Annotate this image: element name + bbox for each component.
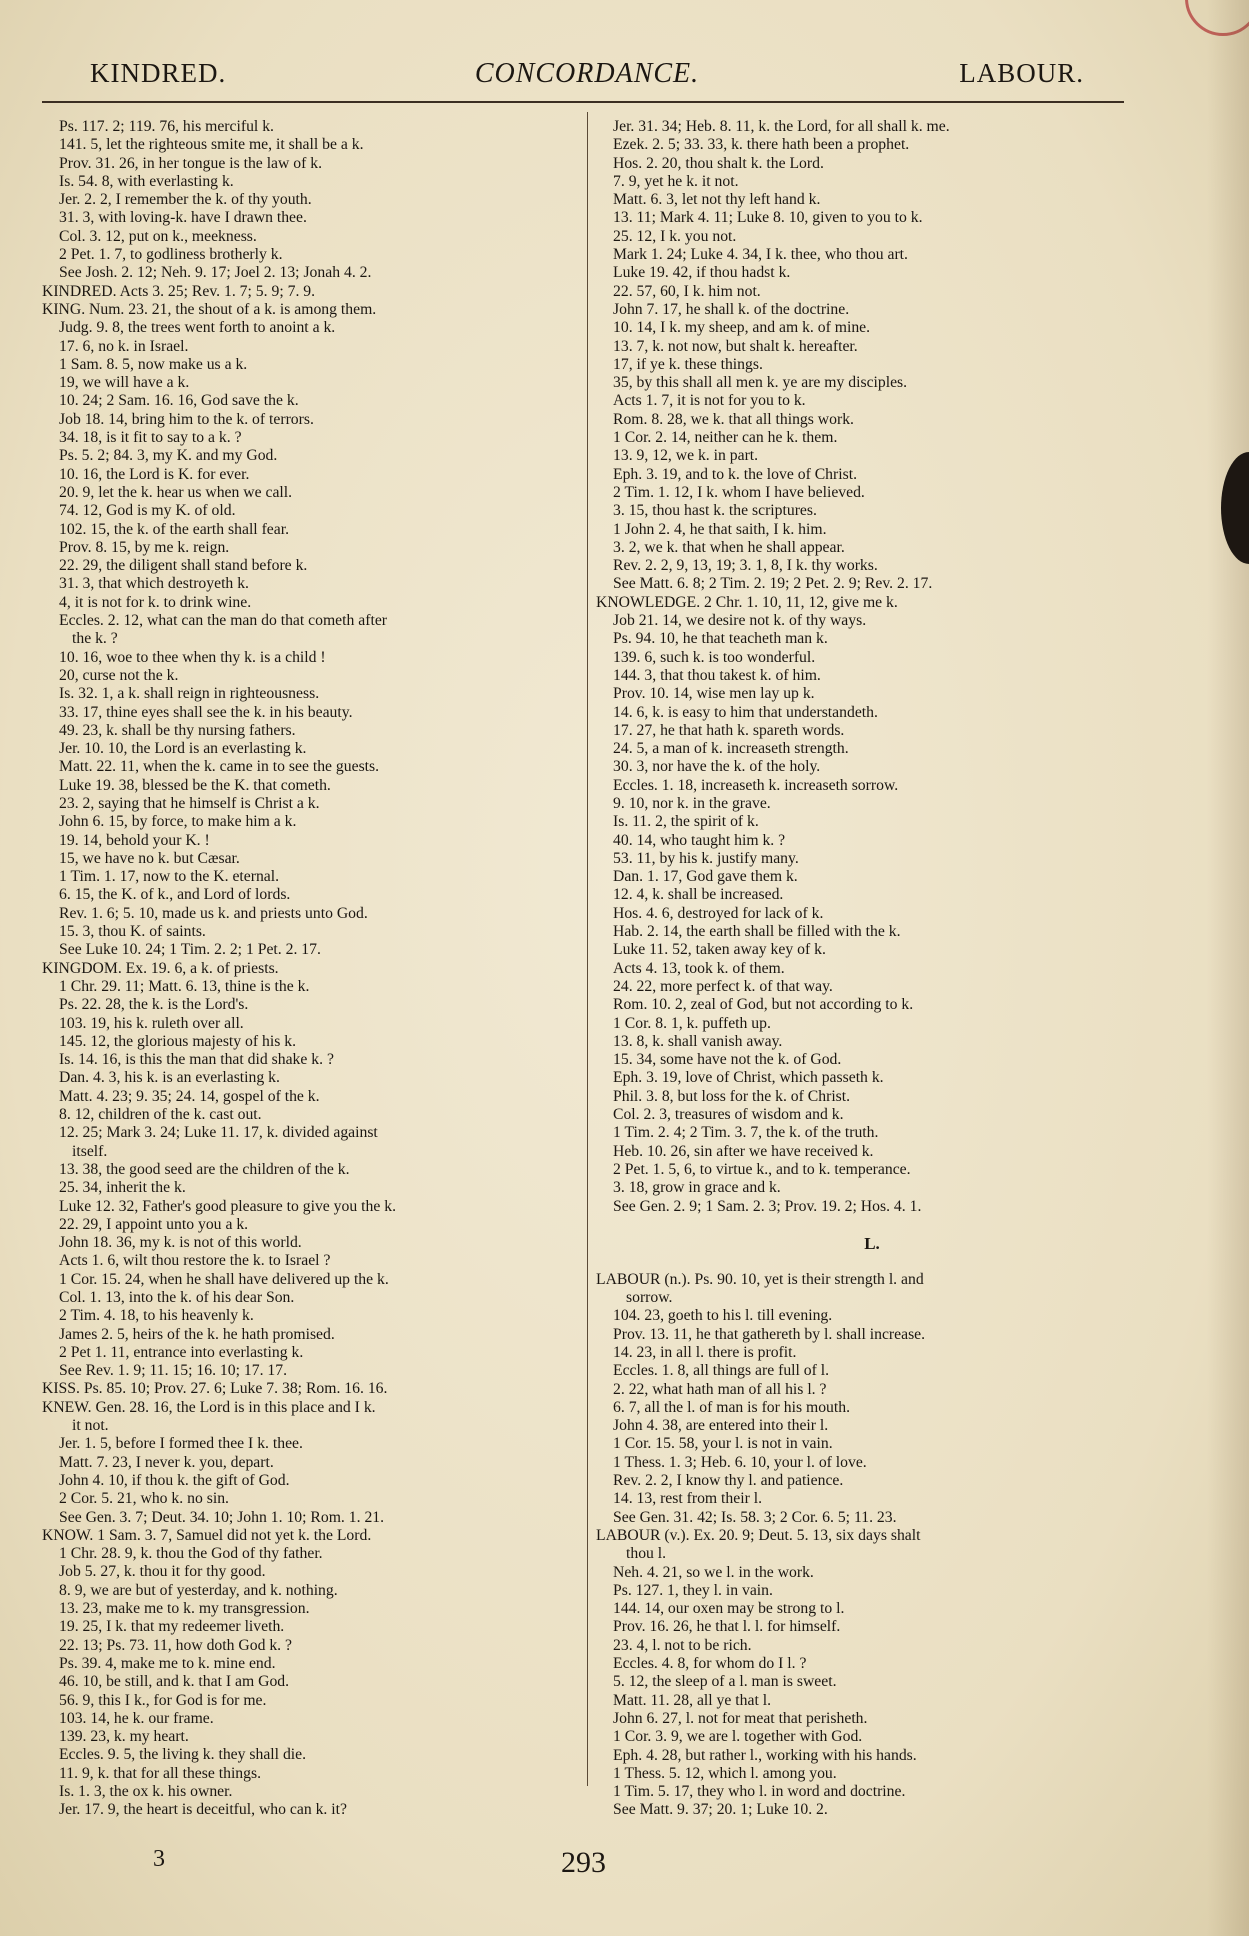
column-divider bbox=[587, 112, 588, 1786]
reference-line: 40. 14, who taught him k. ? bbox=[613, 831, 786, 849]
reference-line: Phil. 3. 8, but loss for the k. of Christ. bbox=[613, 1087, 851, 1105]
reference-line: 53. 11, by his k. justify many. bbox=[613, 849, 799, 867]
reference-line: Neh. 4. 21, so we l. in the work. bbox=[613, 1563, 814, 1581]
signature-mark: 3 bbox=[153, 1846, 165, 1872]
reference-line: 1 Cor. 15. 24, when he shall have delivered up the k. bbox=[59, 1270, 389, 1288]
page-number: 293 bbox=[561, 1846, 606, 1879]
reference-line: Hos. 4. 6, destroyed for lack of k. bbox=[613, 904, 824, 922]
reference-line: 1 Chr. 28. 9, k. thou the God of thy father. bbox=[59, 1545, 323, 1563]
reference-line: Ps. 39. 4, make me to k. mine end. bbox=[59, 1654, 276, 1672]
left-column bbox=[42, 118, 577, 1820]
right-column bbox=[596, 118, 1148, 1820]
reference-line: 9. 10, nor k. in the grave. bbox=[613, 794, 771, 812]
reference-line: 4, it is not for k. to drink wine. bbox=[59, 593, 252, 611]
reference-line: Eccles. 9. 5, the living k. they shall die. bbox=[59, 1746, 307, 1764]
reference-line: 13. 11; Mark 4. 11; Luke 8. 10, given to you to k. bbox=[613, 209, 923, 227]
reference-line: Luke 19. 38, blessed be the K. that cometh. bbox=[59, 776, 331, 794]
reference-line: 8. 9, we are but of yesterday, and k. nothing. bbox=[59, 1581, 338, 1599]
continuation-line: the k. ? bbox=[72, 630, 118, 648]
reference-line: Eph. 4. 28, but rather l., working with his hands. bbox=[613, 1746, 917, 1764]
reference-line: Eccles. 1. 8, all things are full of l. bbox=[613, 1362, 830, 1380]
reference-line: Matt. 11. 28, all ye that l. bbox=[613, 1691, 772, 1709]
reference-line: 103. 19, his k. ruleth over all. bbox=[59, 1014, 244, 1032]
reference-line: 22. 29, the diligent shall stand before k. bbox=[59, 557, 308, 575]
reference-line: 17, if ye k. these things. bbox=[613, 355, 763, 373]
reference-line: 141. 5, let the righteous smite me, it shall be a k. bbox=[59, 136, 364, 154]
reference-line: Rev. 2. 2, I know thy l. and patience. bbox=[613, 1472, 844, 1490]
reference-line: 14. 6, k. is easy to him that understandeth. bbox=[613, 703, 878, 721]
reference-line: 3. 15, thou hast k. the scriptures. bbox=[613, 502, 817, 520]
entry-headword-line: KINDRED. Acts 3. 25; Rev. 1. 7; 5. 9; 7. 9. bbox=[42, 282, 316, 300]
reference-line: 19. 25, I k. that my redeemer liveth. bbox=[59, 1618, 285, 1636]
reference-line: 139. 6, such k. is too wonderful. bbox=[613, 648, 816, 666]
reference-line: Ps. 117. 2; 119. 76, his merciful k. bbox=[59, 118, 274, 135]
entry-headword-line: LABOUR (v.). Ex. 20. 9; Deut. 5. 13, six days shalt bbox=[596, 1526, 921, 1544]
reference-line: Rom. 8. 28, we k. that all things work. bbox=[613, 410, 854, 428]
reference-line: 12. 4, k. shall be increased. bbox=[613, 886, 784, 904]
reference-line: John 18. 36, my k. is not of this world. bbox=[59, 1234, 302, 1252]
entry-headword-line: KNEW. Gen. 28. 16, the Lord is in this place and I k. bbox=[42, 1398, 376, 1416]
reference-line: Job 18. 14, bring him to the k. of terrors. bbox=[59, 410, 314, 428]
reference-line: 56. 9, this I k., for God is for me. bbox=[59, 1691, 267, 1709]
reference-line: Jer. 31. 34; Heb. 8. 11, k. the Lord, for all shall k. me. bbox=[613, 118, 950, 135]
reference-line: 3. 18, grow in grace and k. bbox=[613, 1179, 781, 1197]
page-footer bbox=[0, 1846, 1249, 1886]
reference-line: 19. 14, behold your K. ! bbox=[59, 831, 210, 849]
reference-line: 14. 23, in all l. there is profit. bbox=[613, 1344, 797, 1361]
continuation-line: thou l. bbox=[626, 1545, 667, 1563]
reference-line: See Gen. 3. 7; Deut. 34. 10; John 1. 10; Rom. 1. 21. bbox=[59, 1508, 385, 1526]
reference-line: John 6. 27, l. not for meat that perisheth. bbox=[613, 1709, 868, 1727]
reference-line: 144. 14, our oxen may be strong to l. bbox=[613, 1600, 845, 1618]
reference-line: 102. 15, the k. of the earth shall fear. bbox=[59, 520, 290, 538]
reference-line: 20. 9, let the k. hear us when we call. bbox=[59, 483, 293, 501]
reference-line: 20, curse not the k. bbox=[59, 666, 179, 684]
reference-line: 103. 14, he k. our frame. bbox=[59, 1709, 214, 1727]
entry-headword-line: KNOW. 1 Sam. 3. 7, Samuel did not yet k. the Lord. bbox=[42, 1526, 372, 1544]
reference-line: John 4. 38, are entered into their l. bbox=[613, 1417, 829, 1435]
header-right-guide-word: LABOUR. bbox=[959, 58, 1084, 88]
reference-line: Acts 1. 7, it is not for you to k. bbox=[613, 392, 806, 410]
reference-line: Ps. 127. 1, they l. in vain. bbox=[613, 1581, 773, 1599]
reference-line: 1 Cor. 15. 58, your l. is not in vain. bbox=[613, 1435, 833, 1453]
reference-line: Is. 54. 8, with everlasting k. bbox=[59, 172, 234, 190]
reference-line: 10. 24; 2 Sam. 16. 16, God save the k. bbox=[59, 392, 299, 410]
entry-headword-line: KISS. Ps. 85. 10; Prov. 27. 6; Luke 7. 38; Rom. 16. 16. bbox=[42, 1380, 388, 1398]
reference-line: Judg. 9. 8, the trees went forth to anoint a k. bbox=[59, 319, 336, 337]
reference-line: Rom. 10. 2, zeal of God, but not according to k. bbox=[613, 996, 914, 1014]
reference-line: Matt. 22. 11, when the k. came in to see the guests. bbox=[59, 758, 380, 776]
reference-line: 1 John 2. 4, he that saith, I k. him. bbox=[613, 520, 827, 538]
reference-line: 15. 3, thou K. of saints. bbox=[59, 923, 206, 941]
reference-line: See Rev. 1. 9; 11. 15; 16. 10; 17. 17. bbox=[59, 1362, 288, 1380]
reference-line: Dan. 4. 3, his k. is an everlasting k. bbox=[59, 1069, 280, 1087]
reference-line: 6. 15, the K. of k., and Lord of lords. bbox=[59, 886, 291, 904]
reference-line: 2 Pet 1. 11, entrance into everlasting k. bbox=[59, 1343, 304, 1361]
reference-line: 25. 12, I k. you not. bbox=[613, 227, 737, 245]
reference-line: Ps. 5. 2; 84. 3, my K. and my God. bbox=[59, 447, 278, 465]
reference-line: Prov. 31. 26, in her tongue is the law of k. bbox=[59, 154, 323, 172]
reference-line: John 7. 17, he shall k. of the doctrine. bbox=[613, 300, 850, 318]
reference-line: 15. 34, some have not the k. of God. bbox=[613, 1051, 842, 1069]
reference-line: 14. 13, rest from their l. bbox=[613, 1490, 763, 1508]
reference-line: 24. 22, more perfect k. of that way. bbox=[613, 977, 833, 995]
reference-line: Eccles. 2. 12, what can the man do that cometh after bbox=[59, 612, 388, 630]
reference-line: 33. 17, thine eyes shall see the k. in his beauty. bbox=[59, 703, 353, 721]
reference-line: Hos. 2. 20, thou shalt k. the Lord. bbox=[613, 154, 824, 172]
reference-line: See Luke 10. 24; 1 Tim. 2. 2; 1 Pet. 2. 17. bbox=[59, 941, 321, 959]
page-edge-shadow bbox=[1207, 0, 1249, 1936]
reference-line: 1 Tim. 2. 4; 2 Tim. 3. 7, the k. of the truth. bbox=[613, 1124, 879, 1142]
reference-line: Eccles. 4. 8, for whom do I l. ? bbox=[613, 1655, 807, 1673]
reference-line: 10. 16, the Lord is K. for ever. bbox=[59, 465, 250, 483]
reference-line: See Matt. 6. 8; 2 Tim. 2. 19; 2 Pet. 2. 9; Rev. 2. 17. bbox=[613, 575, 933, 593]
reference-line: 30. 3, nor have the k. of the holy. bbox=[613, 758, 821, 776]
reference-line: 13. 8, k. shall vanish away. bbox=[613, 1032, 783, 1050]
reference-line: Is. 11. 2, the spirit of k. bbox=[613, 813, 759, 831]
reference-line: 10. 14, I k. my sheep, and am k. of mine. bbox=[613, 319, 871, 337]
reference-line: 1 Tim. 5. 17, they who l. in word and doctrine. bbox=[613, 1783, 906, 1801]
reference-line: 145. 12, the glorious majesty of his k. bbox=[59, 1032, 297, 1050]
reference-line: 2 Pet. 1. 7, to godliness brotherly k. bbox=[59, 246, 283, 264]
reference-line: John 4. 10, if thou k. the gift of God. bbox=[59, 1471, 290, 1489]
reference-line: 17. 27, he that hath k. spareth words. bbox=[613, 721, 845, 739]
reference-line: Prov. 16. 26, he that l. l. for himself. bbox=[613, 1618, 841, 1636]
reference-line: 17. 6, no k. in Israel. bbox=[59, 337, 189, 355]
reference-line: Jer. 2. 2, I remember the k. of thy youth. bbox=[59, 191, 312, 209]
reference-line: Ezek. 2. 5; 33. 33, k. there hath been a prophet. bbox=[613, 136, 910, 154]
reference-line: 74. 12, God is my K. of old. bbox=[59, 502, 236, 520]
reference-line: Matt. 6. 3, let not thy left hand k. bbox=[613, 191, 821, 209]
reference-line: 31. 3, that which destroyeth k. bbox=[59, 575, 249, 593]
reference-line: 15, we have no k. but Cæsar. bbox=[59, 849, 240, 867]
reference-line: Jer. 17. 9, the heart is deceitful, who can k. it? bbox=[59, 1801, 347, 1819]
reference-line: 1 Thess. 1. 3; Heb. 6. 10, your l. of love. bbox=[613, 1453, 867, 1471]
reference-line: Luke 19. 42, if thou hadst k. bbox=[613, 264, 791, 282]
reference-line: 13. 9, 12, we k. in part. bbox=[613, 447, 759, 465]
reference-line: Luke 11. 52, taken away key of k. bbox=[613, 941, 826, 959]
reference-line: James 2. 5, heirs of the k. he hath promised. bbox=[59, 1325, 335, 1343]
reference-line: Job 21. 14, we desire not k. of thy ways. bbox=[613, 612, 867, 630]
reference-line: 23. 2, saying that he himself is Christ a k. bbox=[59, 794, 320, 812]
reference-line: 22. 29, I appoint unto you a k. bbox=[59, 1215, 249, 1233]
entry-headword-line: KING. Num. 23. 21, the shout of a k. is among them. bbox=[42, 300, 377, 318]
reference-line: Dan. 1. 17, God gave them k. bbox=[613, 868, 798, 886]
reference-line: Eph. 3. 19, and to k. the love of Christ. bbox=[613, 465, 857, 483]
reference-line: 10. 16, woe to thee when thy k. is a child ! bbox=[59, 648, 326, 666]
reference-line: Col. 2. 3, treasures of wisdom and k. bbox=[613, 1106, 844, 1124]
reference-line: 144. 3, that thou takest k. of him. bbox=[613, 666, 821, 684]
reference-line: 25. 34, inherit the k. bbox=[59, 1179, 186, 1197]
reference-line: Hab. 2. 14, the earth shall be filled with the k. bbox=[613, 923, 901, 941]
reference-line: 139. 23, k. my heart. bbox=[59, 1728, 189, 1746]
reference-line: Acts 4. 13, took k. of them. bbox=[613, 959, 785, 977]
reference-line: 104. 23, goeth to his l. till evening. bbox=[613, 1307, 833, 1325]
reference-line: 2. 22, what hath man of all his l. ? bbox=[613, 1380, 827, 1398]
reference-line: 49. 23, k. shall be thy nursing fathers. bbox=[59, 721, 296, 739]
header-left-guide-word: KINDRED. bbox=[90, 58, 227, 88]
reference-line: 22. 57, 60, I k. him not. bbox=[613, 282, 761, 300]
reference-line: 2 Tim. 4. 18, to his heavenly k. bbox=[59, 1307, 254, 1325]
reference-line: Matt. 4. 23; 9. 35; 24. 14, gospel of the k. bbox=[59, 1087, 320, 1105]
reference-line: 1 Thess. 5. 12, which l. among you. bbox=[613, 1764, 837, 1782]
reference-line: 8. 12, children of the k. cast out. bbox=[59, 1106, 262, 1124]
reference-line: Is. 14. 16, is this the man that did shake k. ? bbox=[59, 1051, 334, 1069]
reference-line: Is. 1. 3, the ox k. his owner. bbox=[59, 1783, 233, 1801]
reference-line: See Josh. 2. 12; Neh. 9. 17; Joel 2. 13; Jonah 4. 2. bbox=[59, 264, 372, 282]
reference-line: 19, we will have a k. bbox=[59, 374, 190, 392]
reference-line: Luke 12. 32, Father's good pleasure to give you the k. bbox=[59, 1197, 396, 1215]
reference-line: See Matt. 9. 37; 20. 1; Luke 10. 2. bbox=[613, 1801, 828, 1819]
reference-line: 24. 5, a man of k. increaseth strength. bbox=[613, 740, 849, 758]
reference-line: Prov. 13. 11, he that gathereth by l. shall increase. bbox=[613, 1325, 926, 1343]
reference-line: Prov. 10. 14, wise men lay up k. bbox=[613, 685, 815, 703]
reference-line: 1 Sam. 8. 5, now make us a k. bbox=[59, 355, 248, 373]
reference-line: 31. 3, with loving-k. have I drawn thee. bbox=[59, 209, 307, 227]
header-rule bbox=[42, 101, 1124, 103]
reference-line: 34. 18, is it fit to say to a k. ? bbox=[59, 429, 242, 447]
reference-line: Col. 1. 13, into the k. of his dear Son. bbox=[59, 1289, 295, 1306]
reference-line: Job 5. 27, k. thou it for thy good. bbox=[59, 1563, 266, 1581]
reference-line: 22. 13; Ps. 73. 11, how doth God k. ? bbox=[59, 1636, 292, 1654]
reference-line: 6. 7, all the l. of man is for his mouth. bbox=[613, 1398, 851, 1416]
header-title: CONCORDANCE. bbox=[474, 58, 700, 89]
reference-line: 3. 2, we k. that when he shall appear. bbox=[613, 538, 845, 556]
reference-line: 1 Cor. 8. 1, k. puffeth up. bbox=[613, 1014, 771, 1032]
running-head bbox=[90, 58, 1084, 98]
continuation-line: itself. bbox=[72, 1142, 108, 1160]
reference-line: See Gen. 31. 42; Is. 58. 3; 2 Cor. 6. 5; 11. 23. bbox=[613, 1508, 897, 1526]
reference-line: 2 Cor. 5. 21, who k. no sin. bbox=[59, 1490, 229, 1508]
reference-line: Rev. 2. 2, 9, 13, 19; 3. 1, 8, I k. thy works. bbox=[613, 557, 878, 575]
reference-line: 35, by this shall all men k. ye are my disciples. bbox=[613, 374, 908, 392]
entry-headword-line: KNOWLEDGE. 2 Chr. 1. 10, 11, 12, give me k. bbox=[596, 593, 898, 611]
reference-line: Ps. 22. 28, the k. is the Lord's. bbox=[59, 996, 249, 1014]
reference-line: Jer. 10. 10, the Lord is an everlasting k. bbox=[59, 740, 307, 758]
reference-line: Rev. 1. 6; 5. 10, made us k. and priests unto God. bbox=[59, 904, 368, 922]
continuation-line: sorrow. bbox=[626, 1289, 673, 1307]
entry-headword-line: LABOUR (n.). Ps. 90. 10, yet is their strength l. and bbox=[596, 1270, 924, 1288]
reference-line: 13. 7, k. not now, but shalt k. hereafter. bbox=[613, 337, 858, 355]
reference-line: Jer. 1. 5, before I formed thee I k. thee. bbox=[59, 1435, 303, 1453]
reference-line: Eccles. 1. 18, increaseth k. increaseth sorrow. bbox=[613, 776, 899, 794]
reference-line: Matt. 7. 23, I never k. you, depart. bbox=[59, 1453, 274, 1471]
reference-line: 2 Pet. 1. 5, 6, to virtue k., and to k. temperance. bbox=[613, 1160, 911, 1178]
reference-line: 2 Tim. 1. 12, I k. whom I have believed. bbox=[613, 483, 865, 501]
reference-line: 12. 25; Mark 3. 24; Luke 11. 17, k. divided against bbox=[59, 1124, 378, 1142]
reference-line: 11. 9, k. that for all these things. bbox=[59, 1764, 262, 1782]
reference-line: Acts 1. 6, wilt thou restore the k. to Israel ? bbox=[59, 1252, 331, 1270]
reference-line: Eph. 3. 19, love of Christ, which passeth k. bbox=[613, 1069, 884, 1087]
continuation-line: it not. bbox=[72, 1417, 109, 1435]
reference-line: 7. 9, yet he k. it not. bbox=[613, 172, 739, 190]
reference-line: 1 Cor. 3. 9, we are l. together with God. bbox=[613, 1728, 863, 1746]
reference-line: 23. 4, l. not to be rich. bbox=[613, 1636, 752, 1654]
reference-line: John 6. 15, by force, to make him a k. bbox=[59, 813, 297, 831]
reference-line: 13. 38, the good seed are the children of the k. bbox=[59, 1160, 350, 1178]
reference-line: Mark 1. 24; Luke 4. 34, I k. thee, who thou art. bbox=[613, 246, 908, 264]
reference-line: 5. 12, the sleep of a l. man is sweet. bbox=[613, 1673, 837, 1691]
section-letter: L. bbox=[864, 1233, 880, 1253]
reference-line: 46. 10, be still, and k. that I am God. bbox=[59, 1673, 290, 1691]
reference-line: Prov. 8. 15, by me k. reign. bbox=[59, 538, 230, 556]
reference-line: 1 Chr. 29. 11; Matt. 6. 13, thine is the k. bbox=[59, 977, 310, 995]
entry-headword-line: KINGDOM. Ex. 19. 6, a k. of priests. bbox=[42, 959, 279, 977]
reference-line: Is. 32. 1, a k. shall reign in righteousness. bbox=[59, 685, 320, 703]
reference-line: 13. 23, make me to k. my transgression. bbox=[59, 1600, 310, 1618]
reference-line: Heb. 10. 26, sin after we have received k. bbox=[613, 1142, 874, 1160]
reference-line: 1 Cor. 2. 14, neither can he k. them. bbox=[613, 429, 838, 447]
reference-line: See Gen. 2. 9; 1 Sam. 2. 3; Prov. 19. 2; Hos. 4. 1. bbox=[613, 1197, 922, 1215]
reference-line: 1 Tim. 1. 17, now to the K. eternal. bbox=[59, 868, 280, 886]
reference-line: Col. 3. 12, put on k., meekness. bbox=[59, 227, 257, 245]
reference-line: Ps. 94. 10, he that teacheth man k. bbox=[613, 630, 828, 648]
